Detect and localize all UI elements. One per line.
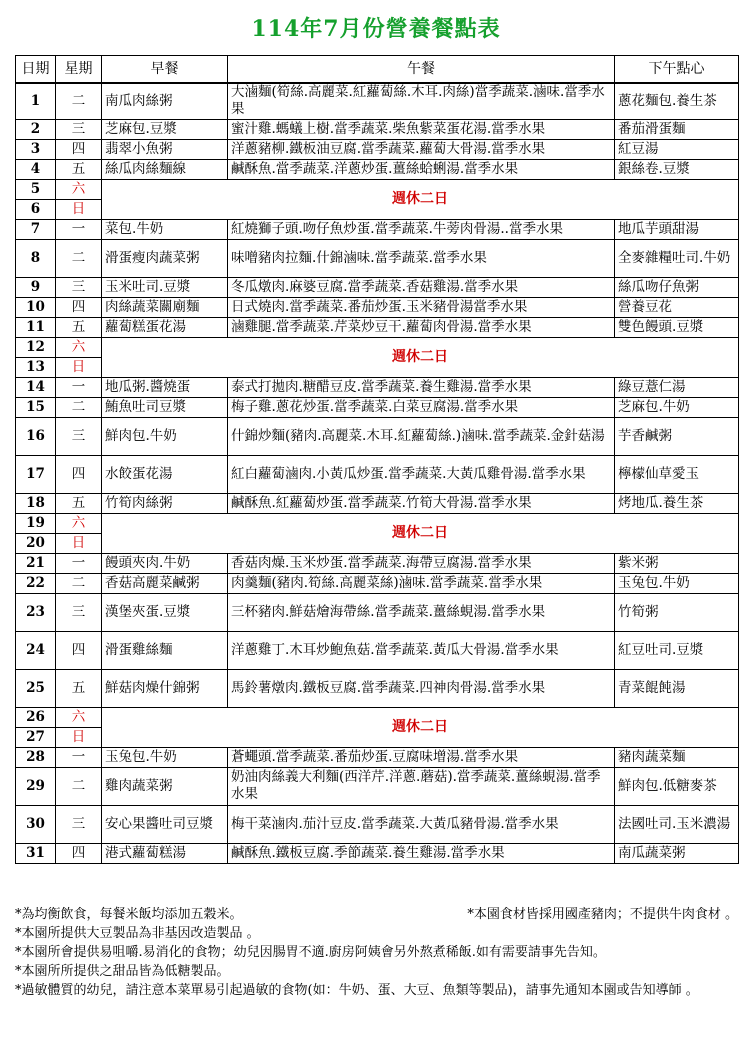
snack-cell: 芝麻包.牛奶: [615, 397, 739, 417]
snack-cell: 紅豆吐司.豆漿: [615, 631, 739, 669]
breakfast-cell: 肉絲蔬菜關廟麵: [102, 297, 228, 317]
lunch-cell: 鹹酥魚.紅蘿蔔炒蛋.當季蔬菜.竹筍大骨湯.當季水果: [228, 493, 615, 513]
breakfast-cell: 漢堡夾蛋.豆漿: [102, 593, 228, 631]
date-cell: 2: [16, 119, 56, 139]
weekday-cell: 三: [56, 119, 102, 139]
date-cell: 24: [16, 631, 56, 669]
date-cell: 6: [16, 199, 56, 219]
date-cell: 4: [16, 159, 56, 179]
date-cell: 9: [16, 277, 56, 297]
table-row: [16, 767, 739, 805]
note-domestic-pork: *本園食材皆採用國產豬肉；不提供牛肉食材 。: [467, 907, 738, 922]
weekday-cell: 三: [56, 805, 102, 843]
table-row: [16, 337, 739, 357]
breakfast-cell: 芝麻包.豆漿: [102, 119, 228, 139]
date-cell: 20: [16, 533, 56, 553]
note-low-sugar: *本園所所提供之甜品皆為低糖製品。: [15, 964, 230, 979]
breakfast-cell: 水餃蛋花湯: [102, 455, 228, 493]
weekday-cell: 三: [56, 417, 102, 455]
date-cell: 16: [16, 417, 56, 455]
date-cell: 1: [16, 83, 56, 119]
lunch-cell: 鹹酥魚.鐵板豆腐.季節蔬菜.養生雞湯.當季水果: [228, 843, 615, 863]
date-cell: 21: [16, 553, 56, 573]
weekday-cell: 日: [56, 357, 102, 377]
breakfast-cell: 地瓜粥.醬燒蛋: [102, 377, 228, 397]
date-cell: 15: [16, 397, 56, 417]
lunch-cell: 三杯豬肉.鮮菇燴海帶絲.當季蔬菜.薑絲蜆湯.當季水果: [228, 593, 615, 631]
weekday-cell: 一: [56, 377, 102, 397]
snack-cell: 紅豆湯: [615, 139, 739, 159]
table-row: [16, 317, 739, 337]
table-row: [16, 159, 739, 179]
weekday-cell: 六: [56, 337, 102, 357]
lunch-cell: 冬瓜燉肉.麻婆豆腐.當季蔬菜.香菇雞湯.當季水果: [228, 277, 615, 297]
holiday-cell: 週休二日: [102, 707, 739, 747]
table-row: [16, 805, 739, 843]
header-snack: 下午點心: [615, 56, 739, 84]
snack-cell: 竹筍粥: [615, 593, 739, 631]
breakfast-cell: 雞肉蔬菜粥: [102, 767, 228, 805]
header-row: [16, 56, 739, 84]
snack-cell: 蔥花麵包.養生茶: [615, 83, 739, 119]
snack-cell: 銀絲卷.豆漿: [615, 159, 739, 179]
weekday-cell: 四: [56, 631, 102, 669]
snack-cell: 綠豆薏仁湯: [615, 377, 739, 397]
note-digestible-food: *本園所會提供易咀嚼.易消化的食物；幼兒因腸胃不適.廚房阿姨會另外熬煮稀飯.如有需要請事先告知。: [15, 945, 606, 960]
menu-body: [16, 83, 739, 863]
weekday-cell: 二: [56, 573, 102, 593]
date-cell: 13: [16, 357, 56, 377]
date-cell: 28: [16, 747, 56, 767]
weekday-cell: 一: [56, 553, 102, 573]
lunch-cell: 肉羹麵(豬肉.筍絲.高麗菜絲)滷味.當季蔬菜.當季水果: [228, 573, 615, 593]
lunch-cell: 洋蔥豬柳.鐵板油豆腐.當季蔬菜.蘿蔔大骨湯.當季水果: [228, 139, 615, 159]
weekday-cell: 一: [56, 747, 102, 767]
date-cell: 18: [16, 493, 56, 513]
snack-cell: 檸檬仙草愛玉: [615, 455, 739, 493]
weekday-cell: 二: [56, 239, 102, 277]
header-weekday: 星期: [56, 56, 102, 84]
table-row: [16, 669, 739, 707]
breakfast-cell: 饅頭夾肉.牛奶: [102, 553, 228, 573]
breakfast-cell: 滑蛋雞絲麵: [102, 631, 228, 669]
date-cell: 31: [16, 843, 56, 863]
table-row: [16, 397, 739, 417]
holiday-cell: 週休二日: [102, 337, 739, 377]
snack-cell: 法國吐司.玉米濃湯: [615, 805, 739, 843]
weekday-cell: 六: [56, 179, 102, 199]
table-row: [16, 119, 739, 139]
snack-cell: 番茄滑蛋麵: [615, 119, 739, 139]
snack-cell: 玉兔包.牛奶: [615, 573, 739, 593]
weekday-cell: 二: [56, 83, 102, 119]
table-row: [16, 513, 739, 533]
weekday-cell: 日: [56, 199, 102, 219]
breakfast-cell: 鮮肉包.牛奶: [102, 417, 228, 455]
header-breakfast: 早餐: [102, 56, 228, 84]
date-cell: 8: [16, 239, 56, 277]
breakfast-cell: 玉兔包.牛奶: [102, 747, 228, 767]
table-row: [16, 417, 739, 455]
snack-cell: 紫米粥: [615, 553, 739, 573]
weekday-cell: 三: [56, 277, 102, 297]
table-row: [16, 219, 739, 239]
weekday-cell: 日: [56, 533, 102, 553]
lunch-cell: 馬鈴薯燉肉.鐵板豆腐.當季蔬菜.四神肉骨湯.當季水果: [228, 669, 615, 707]
date-cell: 25: [16, 669, 56, 707]
note-row-1: [15, 905, 738, 924]
weekday-cell: 六: [56, 513, 102, 533]
date-cell: 10: [16, 297, 56, 317]
breakfast-cell: 香菇高麗菜鹹粥: [102, 573, 228, 593]
note-whole-grain: *為均衡飲食，每餐米飯均添加五穀米。: [15, 907, 243, 922]
table-row: [16, 139, 739, 159]
table-row: [16, 573, 739, 593]
table-row: [16, 277, 739, 297]
breakfast-cell: 蘿蔔糕蛋花湯: [102, 317, 228, 337]
lunch-cell: 大滷麵(筍絲.高麗菜.紅蘿蔔絲.木耳.肉絲)當季蔬菜.滷味.當季水果: [228, 83, 615, 119]
date-cell: 5: [16, 179, 56, 199]
table-row: [16, 843, 739, 863]
date-cell: 23: [16, 593, 56, 631]
lunch-cell: 蒼蠅頭.當季蔬菜.番茄炒蛋.豆腐味增湯.當季水果: [228, 747, 615, 767]
weekday-cell: 四: [56, 139, 102, 159]
snack-cell: 地瓜芋頭甜湯: [615, 219, 739, 239]
weekday-cell: 四: [56, 297, 102, 317]
lunch-cell: 香菇肉燥.玉米炒蛋.當季蔬菜.海帶豆腐湯.當季水果: [228, 553, 615, 573]
breakfast-cell: 翡翠小魚粥: [102, 139, 228, 159]
table-row: [16, 239, 739, 277]
date-cell: 17: [16, 455, 56, 493]
menu-table: [15, 55, 739, 864]
table-row: [16, 297, 739, 317]
weekday-cell: 日: [56, 727, 102, 747]
date-cell: 30: [16, 805, 56, 843]
holiday-cell: 週休二日: [102, 179, 739, 219]
snack-cell: 全麥雜糧吐司.牛奶: [615, 239, 739, 277]
lunch-cell: 味噌豬肉拉麵.什錦滷味.當季蔬菜.當季水果: [228, 239, 615, 277]
holiday-cell: 週休二日: [102, 513, 739, 553]
table-row: [16, 455, 739, 493]
date-cell: 11: [16, 317, 56, 337]
breakfast-cell: 鮪魚吐司豆漿: [102, 397, 228, 417]
breakfast-cell: 菜包.牛奶: [102, 219, 228, 239]
weekday-cell: 四: [56, 455, 102, 493]
lunch-cell: 紅燒獅子頭.吻仔魚炒蛋.當季蔬菜.牛蒡肉骨湯..當季水果: [228, 219, 615, 239]
snack-cell: 絲瓜吻仔魚粥: [615, 277, 739, 297]
breakfast-cell: 鮮菇肉燥什錦粥: [102, 669, 228, 707]
snack-cell: 芋香鹹粥: [615, 417, 739, 455]
breakfast-cell: 滑蛋瘦肉蔬菜粥: [102, 239, 228, 277]
header-lunch: 午餐: [228, 56, 615, 84]
snack-cell: 烤地瓜.養生茶: [615, 493, 739, 513]
weekday-cell: 五: [56, 159, 102, 179]
snack-cell: 營養豆花: [615, 297, 739, 317]
weekday-cell: 五: [56, 317, 102, 337]
lunch-cell: 紅白蘿蔔滷肉.小黃瓜炒蛋.當季蔬菜.大黃瓜雞骨湯.當季水果: [228, 455, 615, 493]
notes: [15, 905, 738, 1000]
table-row: [16, 179, 739, 199]
lunch-cell: 日式燒肉.當季蔬菜.番茄炒蛋.玉米豬骨湯當季水果: [228, 297, 615, 317]
table-row: [16, 707, 739, 727]
lunch-cell: 洋蔥雞丁.木耳炒鮑魚菇.當季蔬菜.黃瓜大骨湯.當季水果: [228, 631, 615, 669]
weekday-cell: 四: [56, 843, 102, 863]
breakfast-cell: 玉米吐司.豆漿: [102, 277, 228, 297]
lunch-cell: 滷雞腿.當季蔬菜.芹菜炒豆干.蘿蔔肉骨湯.當季水果: [228, 317, 615, 337]
date-cell: 22: [16, 573, 56, 593]
snack-cell: 鮮肉包.低糖麥茶: [615, 767, 739, 805]
date-cell: 27: [16, 727, 56, 747]
table-row: [16, 83, 739, 119]
date-cell: 29: [16, 767, 56, 805]
lunch-cell: 泰式打拋肉.糖醋豆皮.當季蔬菜.養生雞湯.當季水果: [228, 377, 615, 397]
lunch-cell: 蜜汁雞.螞蟻上樹.當季蔬菜.柴魚紫菜蛋花湯.當季水果: [228, 119, 615, 139]
date-cell: 26: [16, 707, 56, 727]
table-row: [16, 493, 739, 513]
breakfast-cell: 安心果醬吐司豆漿: [102, 805, 228, 843]
table-row: [16, 593, 739, 631]
table-row: [16, 631, 739, 669]
breakfast-cell: 竹筍肉絲粥: [102, 493, 228, 513]
weekday-cell: 六: [56, 707, 102, 727]
date-cell: 3: [16, 139, 56, 159]
weekday-cell: 五: [56, 669, 102, 707]
table-row: [16, 553, 739, 573]
date-cell: 14: [16, 377, 56, 397]
date-cell: 12: [16, 337, 56, 357]
page-title: 114年7月份營養餐點表: [251, 16, 501, 42]
snack-cell: 雙色饅頭.豆漿: [615, 317, 739, 337]
note-non-gmo: *本園所提供大豆製品為非基因改造製品 。: [15, 926, 260, 941]
table-row: [16, 747, 739, 767]
snack-cell: 豬肉蔬菜麵: [615, 747, 739, 767]
breakfast-cell: 南瓜肉絲粥: [102, 83, 228, 119]
lunch-cell: 梅干菜滷肉.茄汁豆皮.當季蔬菜.大黃瓜豬骨湯.當季水果: [228, 805, 615, 843]
breakfast-cell: 港式蘿蔔糕湯: [102, 843, 228, 863]
lunch-cell: 梅子雞.蔥花炒蛋.當季蔬菜.白菜豆腐湯.當季水果: [228, 397, 615, 417]
weekday-cell: 二: [56, 767, 102, 805]
weekday-cell: 一: [56, 219, 102, 239]
date-cell: 19: [16, 513, 56, 533]
weekday-cell: 三: [56, 593, 102, 631]
weekday-cell: 五: [56, 493, 102, 513]
snack-cell: 青菜餛飩湯: [615, 669, 739, 707]
date-cell: 7: [16, 219, 56, 239]
lunch-cell: 奶油肉絲義大利麵(西洋芹.洋蔥.蘑菇).當季蔬菜.薑絲蜆湯.當季水果: [228, 767, 615, 805]
note-allergy: *過敏體質的幼兒，請注意本菜單易引起過敏的食物(如：牛奶、蛋、大豆、魚類等製品)，請事先通知本園或告知導師 。: [15, 983, 699, 998]
breakfast-cell: 絲瓜肉絲麵線: [102, 159, 228, 179]
lunch-cell: 鹹酥魚.當季蔬菜.洋蔥炒蛋.薑絲蛤蜊湯.當季水果: [228, 159, 615, 179]
lunch-cell: 什錦炒麵(豬肉.高麗菜.木耳.紅蘿蔔絲.)滷味.當季蔬菜.金針菇湯: [228, 417, 615, 455]
table-row: [16, 377, 739, 397]
weekday-cell: 二: [56, 397, 102, 417]
header-date: 日期: [16, 56, 56, 84]
snack-cell: 南瓜蔬菜粥: [615, 843, 739, 863]
